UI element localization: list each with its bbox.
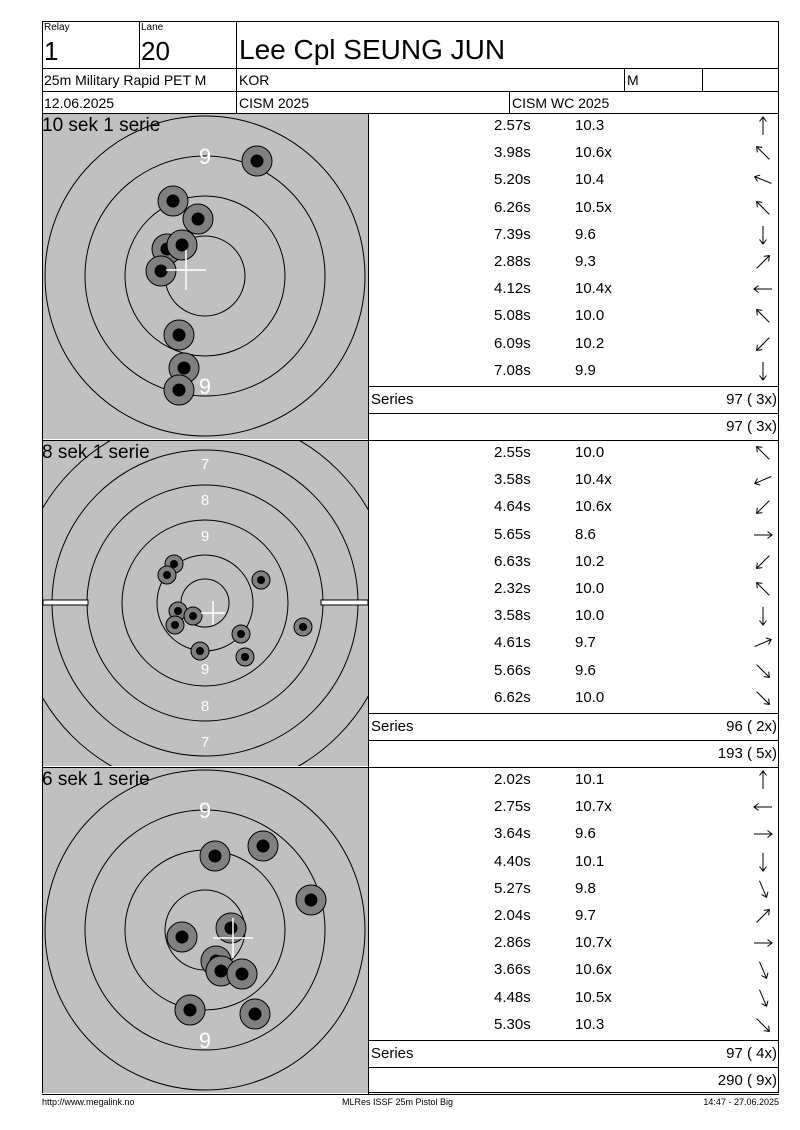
arrow-shape bbox=[753, 174, 772, 187]
arrow-path bbox=[754, 689, 772, 707]
shot-score: 9.3 bbox=[575, 253, 596, 270]
lane-value: 20 bbox=[141, 36, 170, 66]
shot-score: 10.0 bbox=[575, 307, 605, 325]
series-total-row bbox=[369, 713, 779, 740]
arrow-path bbox=[760, 607, 767, 625]
arrow-shape bbox=[754, 335, 772, 353]
arrow-shape bbox=[754, 253, 772, 271]
shot-hole-center bbox=[241, 653, 249, 661]
shot-row bbox=[369, 685, 779, 712]
shot-score: 10.4x bbox=[575, 280, 612, 298]
arrow-shape bbox=[760, 226, 767, 244]
shot-row bbox=[369, 195, 779, 222]
shot-score: 10.3 bbox=[575, 117, 605, 134]
series-total: 96 ( 2x) bbox=[726, 718, 777, 735]
shot-direction-arrow-icon bbox=[752, 660, 774, 682]
shot-row bbox=[369, 849, 779, 876]
shot-row bbox=[369, 140, 779, 167]
shot-time: 4.64s bbox=[494, 498, 531, 516]
arrow-shape bbox=[754, 831, 772, 838]
shot-row bbox=[369, 630, 779, 657]
shot-time: 2.57s bbox=[494, 117, 531, 134]
shot-hole-center bbox=[171, 621, 179, 629]
arrow-shape bbox=[756, 961, 769, 980]
shot-time: 4.48s bbox=[494, 988, 531, 1006]
shot-score: 9.8 bbox=[575, 879, 596, 897]
shot-row bbox=[369, 658, 779, 685]
header-divider bbox=[139, 21, 140, 68]
shot-row bbox=[369, 985, 779, 1012]
shot-score: 10.6x bbox=[575, 144, 612, 162]
series-total-row bbox=[369, 386, 779, 413]
shot-score: 8.6 bbox=[575, 525, 596, 543]
arrow-path bbox=[754, 444, 772, 462]
shot-time: 3.58s bbox=[494, 471, 531, 489]
shot-hole-center bbox=[257, 840, 270, 853]
target-image bbox=[43, 114, 368, 439]
shot-direction-arrow-icon bbox=[752, 224, 774, 246]
ring-number-label: 8 bbox=[200, 492, 210, 509]
shot-time: 7.39s bbox=[494, 225, 531, 243]
series-title: 6 sek 1 serie bbox=[42, 769, 150, 790]
shot-hole-center bbox=[225, 922, 238, 935]
ring-number-label: 7 bbox=[200, 456, 210, 473]
shot-hole-center bbox=[167, 195, 180, 208]
running-total-row bbox=[369, 740, 779, 767]
shot-row bbox=[369, 167, 779, 194]
shot-direction-arrow-icon bbox=[752, 1014, 774, 1036]
shot-score: 10.7x bbox=[575, 934, 612, 952]
shot-row bbox=[369, 522, 779, 549]
arrow-path bbox=[760, 771, 767, 789]
shot-row bbox=[369, 331, 779, 358]
shot-direction-arrow-icon bbox=[752, 496, 774, 518]
shot-direction-arrow-icon bbox=[752, 932, 774, 954]
shot-time: 4.61s bbox=[494, 634, 531, 652]
shot-direction-arrow-icon bbox=[752, 442, 774, 464]
shot-time: 6.62s bbox=[494, 688, 531, 706]
target-notch bbox=[321, 600, 368, 605]
shot-direction-arrow-icon bbox=[752, 115, 774, 137]
shots-table bbox=[369, 113, 779, 440]
gender: M bbox=[627, 72, 639, 88]
ring-number-label: 9 bbox=[200, 528, 210, 545]
shot-hole-center bbox=[249, 1008, 262, 1021]
arrow-path bbox=[753, 473, 772, 486]
arrow-shape bbox=[760, 117, 767, 135]
shot-time: 2.75s bbox=[494, 798, 531, 816]
shot-row bbox=[369, 903, 779, 930]
arrow-shape bbox=[760, 771, 767, 789]
arrow-path bbox=[753, 637, 772, 650]
ring-number-label: 9 bbox=[198, 798, 212, 823]
arrow-path bbox=[760, 362, 767, 380]
arrow-path bbox=[754, 553, 772, 571]
shot-hole-center bbox=[176, 931, 189, 944]
running-total: 97 ( 3x) bbox=[726, 418, 777, 435]
shot-score: 10.5x bbox=[575, 988, 612, 1006]
shot-row bbox=[369, 303, 779, 330]
arrow-path bbox=[754, 940, 772, 947]
shot-hole-center bbox=[163, 571, 171, 579]
shot-time: 2.88s bbox=[494, 253, 531, 270]
nation-code: KOR bbox=[239, 72, 270, 88]
arrow-path bbox=[756, 879, 769, 898]
shot-direction-arrow-icon bbox=[752, 305, 774, 327]
arrow-path bbox=[760, 853, 767, 871]
shot-row bbox=[369, 249, 779, 276]
header-divider bbox=[42, 91, 779, 92]
shot-score: 9.6 bbox=[575, 825, 596, 843]
running-total: 193 ( 5x) bbox=[717, 745, 777, 762]
shot-score: 10.4x bbox=[575, 471, 612, 489]
shot-hole-center bbox=[215, 965, 228, 978]
shot-time: 2.55s bbox=[494, 444, 531, 461]
arrow-shape bbox=[756, 988, 769, 1007]
date: 12.06.2025 bbox=[44, 95, 115, 111]
shot-hole-center bbox=[299, 623, 307, 631]
shot-time: 3.66s bbox=[494, 961, 531, 979]
shot-time: 2.04s bbox=[494, 907, 531, 924]
series-label: Series bbox=[371, 718, 414, 735]
arrow-shape bbox=[754, 940, 772, 947]
shot-hole-center bbox=[192, 213, 205, 226]
shot-row bbox=[369, 440, 779, 467]
shot-time: 5.27s bbox=[494, 879, 531, 897]
shot-score: 10.0 bbox=[575, 444, 605, 461]
arrow-shape bbox=[753, 473, 772, 486]
shot-score: 9.7 bbox=[575, 907, 596, 924]
arrow-shape bbox=[754, 662, 772, 680]
shot-direction-arrow-icon bbox=[752, 469, 774, 491]
shot-hole-center bbox=[155, 265, 168, 278]
event-name: 25m Military Rapid PET M bbox=[44, 72, 207, 88]
shot-direction-arrow-icon bbox=[752, 360, 774, 382]
shot-row bbox=[369, 467, 779, 494]
arrow-path bbox=[754, 499, 772, 517]
shot-score: 10.2 bbox=[575, 334, 605, 352]
shot-direction-arrow-icon bbox=[752, 769, 774, 791]
series-divider bbox=[42, 1094, 779, 1095]
shot-hole-center bbox=[196, 647, 204, 655]
shot-direction-arrow-icon bbox=[752, 278, 774, 300]
arrow-path bbox=[754, 580, 772, 598]
shot-time: 5.20s bbox=[494, 171, 531, 189]
shot-row bbox=[369, 1012, 779, 1039]
competition-name: CISM 2025 bbox=[239, 95, 310, 111]
shot-time: 5.65s bbox=[494, 525, 531, 543]
arrow-shape bbox=[754, 907, 772, 925]
shot-score: 10.6x bbox=[575, 961, 612, 979]
arrow-path bbox=[754, 286, 772, 293]
shot-score: 10.3 bbox=[575, 1015, 605, 1033]
shot-hole-center bbox=[176, 239, 189, 252]
shot-direction-arrow-icon bbox=[752, 169, 774, 191]
lane-label: Lane bbox=[141, 22, 164, 33]
footer-printed: 14:47 - 27.06.2025 bbox=[703, 1097, 779, 1107]
header-divider bbox=[702, 68, 703, 91]
footer-website: http://www.megalink.no bbox=[42, 1097, 135, 1107]
arrow-path bbox=[754, 335, 772, 353]
shot-time: 6.26s bbox=[494, 198, 531, 216]
shot-row bbox=[369, 576, 779, 603]
arrow-path bbox=[754, 308, 772, 326]
arrow-path bbox=[756, 988, 769, 1007]
arrow-shape bbox=[754, 444, 772, 462]
running-total-row bbox=[369, 413, 779, 440]
shot-direction-arrow-icon bbox=[752, 578, 774, 600]
shot-direction-arrow-icon bbox=[752, 851, 774, 873]
arrow-shape bbox=[754, 1016, 772, 1034]
shot-direction-arrow-icon bbox=[752, 142, 774, 164]
shot-time: 2.02s bbox=[494, 771, 531, 788]
shot-hole-center bbox=[251, 155, 264, 168]
shot-hole-center bbox=[173, 384, 186, 397]
shot-time: 5.30s bbox=[494, 1015, 531, 1033]
arrow-path bbox=[754, 804, 772, 811]
shot-time: 6.63s bbox=[494, 552, 531, 570]
running-total-row bbox=[369, 1067, 779, 1094]
shots-table bbox=[369, 440, 779, 767]
shots-table bbox=[369, 767, 779, 1094]
shot-direction-arrow-icon bbox=[752, 333, 774, 355]
shot-direction-arrow-icon bbox=[752, 796, 774, 818]
arrow-path bbox=[754, 1016, 772, 1034]
arrow-shape bbox=[760, 362, 767, 380]
ring-number-label: 7 bbox=[200, 734, 210, 751]
shot-hole-center bbox=[189, 612, 197, 620]
arrow-shape bbox=[754, 199, 772, 217]
arrow-shape bbox=[753, 637, 772, 650]
arrow-shape bbox=[754, 531, 772, 538]
shot-time: 3.98s bbox=[494, 144, 531, 162]
arrow-shape bbox=[760, 607, 767, 625]
shot-direction-arrow-icon bbox=[752, 823, 774, 845]
arrow-shape bbox=[760, 853, 767, 871]
shot-score: 9.7 bbox=[575, 634, 596, 652]
shot-time: 2.32s bbox=[494, 580, 531, 597]
shot-row bbox=[369, 794, 779, 821]
shot-score: 10.0 bbox=[575, 580, 605, 597]
shot-time: 4.12s bbox=[494, 280, 531, 298]
shot-row bbox=[369, 113, 779, 140]
shot-row bbox=[369, 876, 779, 903]
arrow-shape bbox=[754, 144, 772, 162]
arrow-path bbox=[753, 174, 772, 187]
shot-row bbox=[369, 957, 779, 984]
footer-software: MLRes ISSF 25m Pistol Big bbox=[342, 1097, 454, 1107]
shot-time: 4.40s bbox=[494, 852, 531, 870]
shot-direction-arrow-icon bbox=[752, 959, 774, 981]
shot-score: 9.6 bbox=[575, 661, 596, 679]
header-divider bbox=[42, 68, 779, 69]
series-title: 8 sek 1 serie bbox=[42, 442, 150, 463]
shot-time: 3.64s bbox=[494, 825, 531, 843]
shot-row bbox=[369, 494, 779, 521]
shot-row bbox=[369, 549, 779, 576]
shot-direction-arrow-icon bbox=[752, 632, 774, 654]
shot-direction-arrow-icon bbox=[752, 605, 774, 627]
shot-score: 10.6x bbox=[575, 498, 612, 516]
header-divider bbox=[509, 91, 510, 113]
ring-number-label: 8 bbox=[200, 698, 210, 715]
athlete-name: Lee Cpl SEUNG JUN bbox=[239, 34, 506, 65]
shot-hole-center bbox=[174, 607, 182, 615]
shot-score: 10.5x bbox=[575, 198, 612, 216]
shot-time: 5.66s bbox=[494, 661, 531, 679]
shot-direction-arrow-icon bbox=[752, 524, 774, 546]
shot-score: 10.2 bbox=[575, 552, 605, 570]
shot-direction-arrow-icon bbox=[752, 251, 774, 273]
shot-row bbox=[369, 603, 779, 630]
series-total-row bbox=[369, 1040, 779, 1067]
series-label: Series bbox=[371, 1045, 414, 1062]
arrow-path bbox=[754, 831, 772, 838]
shot-time: 3.58s bbox=[494, 607, 531, 625]
shot-hole-center bbox=[173, 329, 186, 342]
ring-number-label: 9 bbox=[198, 374, 212, 399]
arrow-shape bbox=[754, 499, 772, 517]
relay-value: 1 bbox=[44, 36, 59, 66]
shot-score: 10.7x bbox=[575, 798, 612, 816]
shot-direction-arrow-icon bbox=[752, 905, 774, 927]
arrow-shape bbox=[754, 689, 772, 707]
shot-hole-center bbox=[237, 630, 245, 638]
ring-number-label: 9 bbox=[198, 1028, 212, 1053]
ring-number-label: 9 bbox=[198, 144, 212, 169]
shot-row bbox=[369, 222, 779, 249]
shot-hole-center bbox=[236, 968, 249, 981]
shot-time: 2.86s bbox=[494, 934, 531, 952]
shot-hole-center bbox=[209, 850, 222, 863]
shot-row bbox=[369, 767, 779, 794]
shot-hole-center bbox=[305, 894, 318, 907]
shot-direction-arrow-icon bbox=[752, 197, 774, 219]
arrow-path bbox=[754, 253, 772, 271]
shot-row bbox=[369, 358, 779, 385]
arrow-shape bbox=[754, 580, 772, 598]
shot-direction-arrow-icon bbox=[752, 551, 774, 573]
target-image bbox=[43, 768, 368, 1093]
shot-score: 10.0 bbox=[575, 688, 605, 706]
shot-direction-arrow-icon bbox=[752, 987, 774, 1009]
target-image bbox=[43, 441, 368, 766]
shot-hole-center bbox=[178, 362, 191, 375]
arrow-shape bbox=[754, 553, 772, 571]
shot-score: 10.4 bbox=[575, 171, 605, 189]
arrow-shape bbox=[754, 804, 772, 811]
series-title: 10 sek 1 serie bbox=[42, 115, 161, 136]
shot-direction-arrow-icon bbox=[752, 878, 774, 900]
shot-row bbox=[369, 276, 779, 303]
running-total: 290 ( 9x) bbox=[717, 1072, 777, 1089]
arrow-shape bbox=[756, 879, 769, 898]
arrow-path bbox=[760, 117, 767, 135]
shot-score: 10.0 bbox=[575, 607, 605, 625]
arrow-path bbox=[754, 662, 772, 680]
shot-hole-center bbox=[184, 1004, 197, 1017]
arrow-path bbox=[754, 531, 772, 538]
series-total: 97 ( 3x) bbox=[726, 391, 777, 408]
shot-score: 10.1 bbox=[575, 852, 605, 870]
relay-label: Relay bbox=[44, 22, 70, 33]
target-notch bbox=[43, 600, 88, 605]
target-background bbox=[43, 441, 368, 766]
shot-time: 6.09s bbox=[494, 334, 531, 352]
shot-score: 9.9 bbox=[575, 361, 596, 379]
match-name: CISM WC 2025 bbox=[512, 95, 610, 111]
arrow-path bbox=[760, 226, 767, 244]
arrow-path bbox=[754, 907, 772, 925]
arrow-path bbox=[754, 199, 772, 217]
header-divider bbox=[236, 21, 237, 113]
shot-direction-arrow-icon bbox=[752, 687, 774, 709]
shot-row bbox=[369, 930, 779, 957]
arrow-shape bbox=[754, 308, 772, 326]
header-divider bbox=[624, 68, 625, 91]
ring-number-label: 9 bbox=[200, 661, 210, 678]
shot-score: 9.6 bbox=[575, 225, 596, 243]
arrow-path bbox=[756, 961, 769, 980]
shot-score: 10.1 bbox=[575, 771, 605, 788]
shot-time: 7.08s bbox=[494, 361, 531, 379]
arrow-path bbox=[754, 144, 772, 162]
shot-hole-center bbox=[257, 576, 265, 584]
shot-time: 5.08s bbox=[494, 307, 531, 325]
series-total: 97 ( 4x) bbox=[726, 1045, 777, 1062]
arrow-shape bbox=[754, 286, 772, 293]
shot-row bbox=[369, 821, 779, 848]
series-label: Series bbox=[371, 391, 414, 408]
